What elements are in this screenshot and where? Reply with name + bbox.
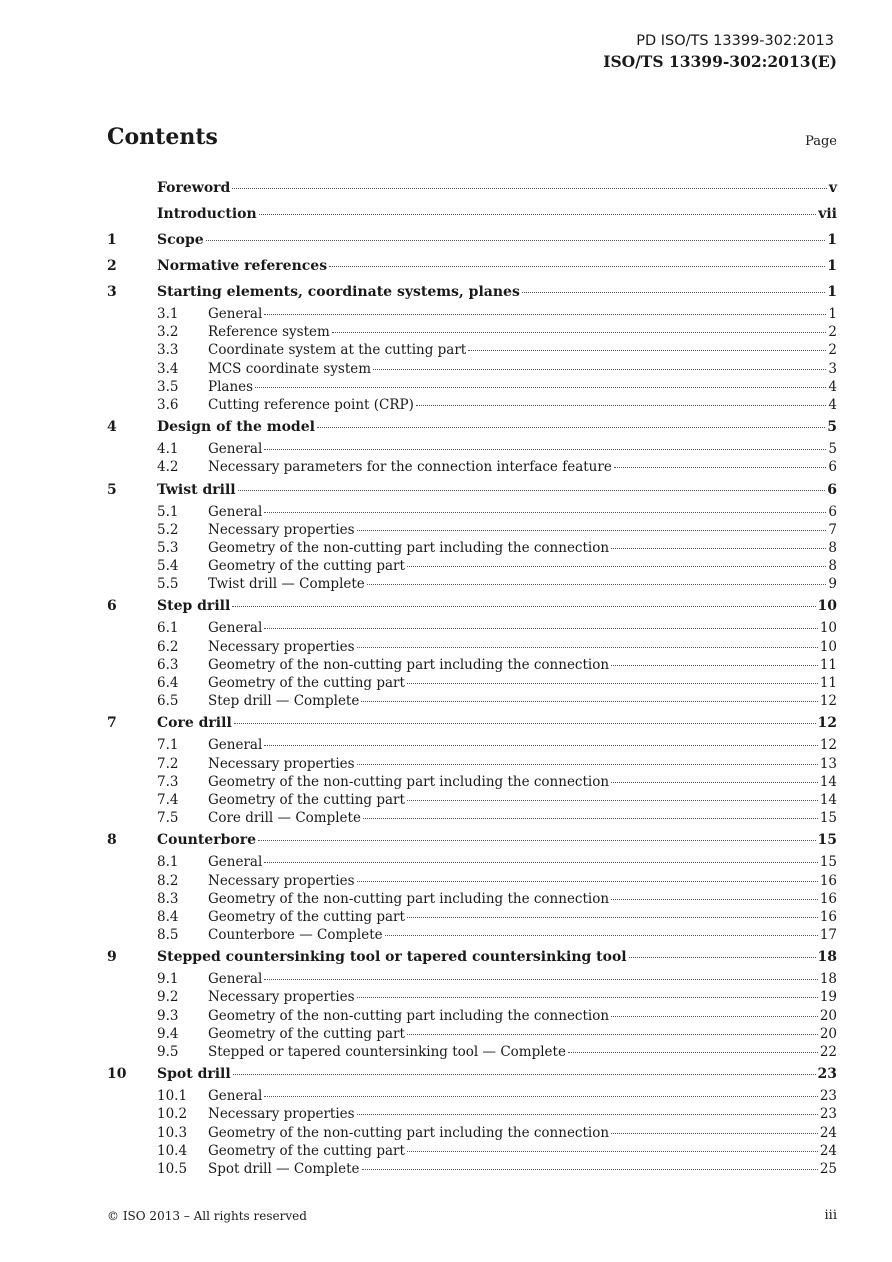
toc-entry[interactable]	[107, 253, 837, 279]
toc-subentry-page: 15	[819, 810, 837, 827]
toc-entry-title[interactable]: Starting elements, coordinate systems, planes	[157, 284, 520, 300]
toc-subentry-number: 4.1	[157, 441, 179, 458]
toc-subentry[interactable]	[107, 638, 837, 656]
toc-subentry-page: 18	[819, 971, 837, 988]
toc-subentry-number: 10.5	[157, 1160, 188, 1177]
toc-subentry-title[interactable]: Twist drill — Complete	[208, 576, 365, 593]
toc-subentry-number: 6.3	[157, 656, 179, 673]
toc-subentry-number: 3.6	[157, 396, 179, 413]
toc-subentry[interactable]	[107, 926, 837, 944]
toc-subentry-title[interactable]: Necessary properties	[208, 872, 355, 889]
toc-subentry-number: 8.5	[157, 927, 179, 944]
toc-subentry-page: 6	[828, 503, 837, 520]
toc-subentry-number: 5.2	[157, 521, 179, 538]
toc-entry-number: 5	[107, 481, 117, 498]
toc-subentry[interactable]	[107, 1087, 837, 1105]
toc-subentry-title[interactable]: Planes	[208, 378, 254, 395]
dot-leader	[373, 369, 826, 370]
dot-leader	[264, 512, 826, 513]
dot-leader	[357, 764, 818, 765]
toc-subentry-page: 10	[819, 638, 837, 655]
toc-subentry[interactable]	[107, 791, 837, 809]
toc-subentry-number: 3.3	[157, 342, 179, 359]
toc-subentry-number: 6.4	[157, 675, 179, 691]
toc-entry-number: 1	[107, 232, 117, 248]
toc-entry[interactable]	[107, 201, 837, 227]
toc-subentry-number: 9.3	[157, 1007, 179, 1024]
toc-subentry-title[interactable]: General	[208, 441, 263, 458]
toc-subentry-page: 4	[828, 378, 837, 395]
footer-page-number: iii	[824, 1208, 837, 1223]
toc-entry-page: 12	[817, 715, 837, 732]
toc-subentry-page: 10	[819, 620, 837, 637]
toc-entry[interactable]	[107, 710, 837, 736]
dot-leader	[206, 240, 826, 241]
toc-subentry-title[interactable]: Geometry of the non-cutting part including the connection	[208, 773, 610, 790]
toc-subentry-page: 23	[819, 1106, 837, 1123]
toc-subentry-number: 5.1	[157, 503, 179, 520]
toc-subentry-title[interactable]: Geometry of the cutting part	[208, 1142, 405, 1159]
toc-subentry-title[interactable]: Stepped or tapered countersinking tool — Complete	[208, 1044, 566, 1060]
toc-subentry-number: 10.2	[157, 1106, 188, 1123]
dot-leader	[264, 979, 818, 980]
toc-entry-page: 6	[827, 481, 837, 498]
toc-subentry[interactable]	[107, 755, 837, 773]
toc-subentry-number: 3.4	[157, 360, 179, 377]
toc-entry-title[interactable]: Counterbore	[157, 832, 256, 849]
dot-leader	[232, 606, 815, 607]
toc-entry-page: 18	[817, 949, 837, 966]
toc-subentry[interactable]	[107, 396, 837, 414]
toc-subentry-page: 24	[819, 1124, 837, 1141]
toc-subentry-number: 7.2	[157, 755, 179, 772]
dot-leader	[233, 1074, 816, 1075]
toc-subentry-number: 10.3	[157, 1124, 188, 1141]
toc-entry-title[interactable]: Design of the model	[157, 419, 315, 436]
toc-subentry-title[interactable]: Counterbore — Complete	[208, 927, 383, 944]
toc-subentry-page: 23	[819, 1088, 837, 1105]
toc-entry[interactable]	[107, 593, 837, 619]
toc-subentry[interactable]	[107, 619, 837, 637]
dot-leader	[332, 332, 827, 333]
toc-subentry-number: 6.5	[157, 693, 179, 710]
dot-leader	[264, 862, 818, 863]
toc-subentry-page: 11	[819, 675, 837, 691]
toc-subentry[interactable]	[107, 458, 837, 476]
toc-entry-number: 8	[107, 832, 117, 849]
toc-subentry-number: 7.3	[157, 773, 179, 790]
toc-subentry[interactable]	[107, 674, 837, 692]
toc-subentry[interactable]	[107, 557, 837, 575]
toc-entry-title[interactable]: Twist drill	[157, 481, 236, 498]
toc-subentry-number: 4.2	[157, 459, 179, 476]
toc-subentry-number: 10.4	[157, 1142, 188, 1159]
toc-subentry-number: 8.2	[157, 872, 179, 889]
toc-subentry[interactable]	[107, 970, 837, 988]
toc-subentry-title[interactable]: General	[208, 971, 263, 988]
toc-entry-title[interactable]: Scope	[157, 232, 204, 248]
toc-subentry-title[interactable]: General	[208, 306, 263, 322]
page-column-label: Page	[805, 134, 837, 149]
toc-subentry-number: 3.5	[157, 378, 179, 395]
toc-subentry[interactable]	[107, 440, 837, 458]
toc-subentry-page: 16	[819, 908, 837, 925]
dot-leader	[407, 1151, 818, 1152]
toc-entry-number: 7	[107, 715, 117, 732]
toc-entry-title[interactable]: Core drill	[157, 715, 232, 732]
toc-subentry-number: 8.1	[157, 854, 179, 871]
dot-leader	[407, 683, 818, 684]
toc-entry-title[interactable]: Introduction	[157, 206, 257, 222]
toc-entry-title[interactable]: Spot drill	[157, 1066, 231, 1083]
dot-leader	[357, 1114, 818, 1115]
toc-subentry-title[interactable]: General	[208, 503, 263, 520]
toc-entry-page: 23	[817, 1066, 837, 1083]
dot-leader	[614, 467, 827, 468]
toc-entry-number: 10	[107, 1066, 127, 1083]
toc-subentry-page: 8	[828, 539, 837, 556]
toc-subentry[interactable]	[107, 1105, 837, 1123]
toc-subentry-title[interactable]: General	[208, 737, 263, 754]
dot-leader	[611, 665, 818, 666]
toc-subentry-title[interactable]: Necessary properties	[208, 989, 355, 1006]
toc-subentry-page: 12	[819, 693, 837, 710]
toc-subentry-page: 13	[819, 755, 837, 772]
toc-subentry-title[interactable]: Reference system	[208, 324, 330, 341]
toc-entry-title[interactable]: Foreword	[157, 180, 231, 196]
toc-entry-page: 5	[827, 419, 837, 436]
toc-subentry[interactable]	[107, 809, 837, 827]
toc-subentry[interactable]	[107, 323, 837, 341]
toc-subentry-number: 3.2	[157, 324, 179, 341]
toc-subentry-page: 16	[819, 890, 837, 907]
toc-subentry[interactable]	[107, 341, 837, 359]
toc-subentry-title[interactable]: Coordinate system at the cutting part	[208, 342, 467, 359]
toc-subentry[interactable]	[107, 1160, 837, 1178]
toc-entry[interactable]	[107, 175, 837, 201]
header-document-id-bold: ISO/TS 13399-302:2013(E)	[603, 52, 837, 71]
toc-entry-page: 1	[827, 232, 837, 248]
toc-entry-page: 15	[817, 832, 837, 849]
toc-subentry[interactable]	[107, 736, 837, 754]
toc-subentry[interactable]	[107, 656, 837, 674]
dot-leader	[258, 840, 816, 841]
toc-subentry-title[interactable]: Spot drill — Complete	[208, 1160, 360, 1177]
toc-subentry-title[interactable]: Geometry of the non-cutting part including the connection	[208, 1124, 610, 1141]
toc-subentry-page: 14	[819, 791, 837, 808]
toc-entry-title[interactable]: Normative references	[157, 258, 328, 274]
page-title: Contents	[107, 124, 218, 150]
toc-subentry-title[interactable]: General	[208, 620, 263, 637]
dot-leader	[234, 723, 816, 724]
toc-entry-number: 3	[107, 284, 117, 300]
toc-subentry-number: 6.2	[157, 638, 179, 655]
toc-subentry-page: 2	[828, 324, 837, 341]
toc-subentry[interactable]	[107, 1142, 837, 1160]
toc-subentry-page: 5	[828, 441, 837, 458]
toc-subentry[interactable]	[107, 1043, 837, 1061]
toc-subentry-number: 5.5	[157, 576, 179, 593]
toc-entry-page: 1	[827, 258, 837, 274]
toc-subentry-number: 6.1	[157, 620, 179, 637]
dot-leader	[357, 997, 818, 998]
toc-subentry-title[interactable]: MCS coordinate system	[208, 360, 372, 377]
dot-leader	[232, 188, 827, 189]
toc-subentry-title[interactable]: Geometry of the cutting part	[208, 791, 405, 808]
toc-subentry-page: 2	[828, 342, 837, 359]
toc-subentry-title[interactable]: Geometry of the non-cutting part including the connection	[208, 1007, 610, 1024]
toc-subentry-page: 17	[819, 927, 837, 944]
dot-leader	[407, 1034, 818, 1035]
toc-subentry-page: 20	[819, 1025, 837, 1042]
toc-subentry-title[interactable]: Geometry of the non-cutting part including the connection	[208, 890, 610, 907]
dot-leader	[416, 405, 827, 406]
toc-subentry[interactable]	[107, 773, 837, 791]
dot-leader	[361, 701, 817, 702]
toc-subentry-number: 9.2	[157, 989, 179, 1006]
toc-subentry[interactable]	[107, 890, 837, 908]
dot-leader	[259, 214, 817, 215]
toc-subentry-number: 9.5	[157, 1044, 179, 1060]
toc-subentry-page: 25	[819, 1160, 837, 1177]
toc-subentry[interactable]	[107, 988, 837, 1006]
toc-subentry-title[interactable]: Necessary properties	[208, 1106, 355, 1123]
toc-subentry-number: 7.5	[157, 810, 179, 827]
toc-subentry-number: 7.1	[157, 737, 179, 754]
dot-leader	[363, 818, 818, 819]
toc-entry-page: 1	[827, 284, 837, 300]
toc-subentry-page: 12	[819, 737, 837, 754]
toc-subentry-page: 19	[819, 989, 837, 1006]
dot-leader	[264, 628, 818, 629]
toc-subentry-page: 20	[819, 1007, 837, 1024]
toc-entry-title[interactable]: Stepped countersinking tool or tapered countersinking tool	[157, 949, 627, 966]
toc-subentry-title[interactable]: Necessary parameters for the connection interface feature	[208, 459, 612, 476]
toc-subentry-page: 24	[819, 1142, 837, 1159]
toc-subentry-title[interactable]: Cutting reference point (CRP)	[208, 396, 414, 413]
dot-leader	[611, 548, 826, 549]
toc-subentry-title[interactable]: Geometry of the cutting part	[208, 908, 405, 925]
toc-subentry-title[interactable]: Necessary properties	[208, 755, 355, 772]
toc-subentry-title[interactable]: Necessary properties	[208, 638, 355, 655]
toc-entry[interactable]	[107, 944, 837, 970]
toc-entry[interactable]	[107, 414, 837, 440]
toc-subentry-page: 16	[819, 872, 837, 889]
dot-leader	[357, 647, 818, 648]
toc-subentry[interactable]	[107, 692, 837, 710]
toc-entry[interactable]	[107, 279, 837, 305]
toc-entry-page: 10	[817, 598, 837, 615]
dot-leader	[611, 1016, 818, 1017]
dot-leader	[522, 292, 825, 293]
toc-subentry[interactable]	[107, 305, 837, 323]
toc-subentry-title[interactable]: Core drill — Complete	[208, 810, 361, 827]
toc-subentry-title[interactable]: Necessary properties	[208, 521, 355, 538]
toc-entry-page: v	[828, 180, 837, 196]
toc-entry[interactable]	[107, 1061, 837, 1087]
toc-subentry[interactable]	[107, 1124, 837, 1142]
toc-subentry-page: 9	[828, 576, 837, 593]
toc-subentry[interactable]	[107, 539, 837, 557]
toc-subentry[interactable]	[107, 1025, 837, 1043]
toc-entry[interactable]	[107, 827, 837, 853]
toc-subentry[interactable]	[107, 378, 837, 396]
toc-subentry-page: 14	[819, 773, 837, 790]
toc-subentry-page: 22	[819, 1044, 837, 1060]
dot-leader	[264, 745, 818, 746]
dot-leader	[568, 1052, 818, 1053]
dot-leader	[629, 957, 816, 958]
dot-leader	[362, 1169, 818, 1170]
toc-subentry-number: 10.1	[157, 1088, 188, 1105]
toc-entry-number: 6	[107, 598, 117, 615]
dot-leader	[255, 387, 826, 388]
toc-subentry-page: 11	[819, 656, 837, 673]
dot-leader	[367, 584, 827, 585]
toc-subentry-title[interactable]: General	[208, 854, 263, 871]
dot-leader	[264, 449, 826, 450]
table-of-contents	[107, 174, 837, 1178]
toc-entry-number: 4	[107, 419, 117, 436]
toc-subentry-number: 9.1	[157, 971, 179, 988]
dot-leader	[468, 350, 826, 351]
toc-subentry-title[interactable]: General	[208, 1088, 263, 1105]
dot-leader	[357, 530, 827, 531]
toc-subentry-page: 15	[819, 854, 837, 871]
toc-subentry-title[interactable]: Geometry of the cutting part	[208, 558, 405, 575]
dot-leader	[238, 490, 826, 491]
dot-leader	[264, 314, 826, 315]
dot-leader	[385, 935, 818, 936]
toc-subentry-page: 1	[828, 306, 837, 322]
toc-subentry-page: 3	[828, 360, 837, 377]
toc-entry[interactable]	[107, 477, 837, 503]
toc-subentry-number: 5.3	[157, 539, 179, 556]
dot-leader	[407, 800, 818, 801]
toc-subentry[interactable]	[107, 360, 837, 378]
toc-entry-page: vii	[818, 206, 837, 222]
dot-leader	[357, 881, 818, 882]
dot-leader	[329, 266, 825, 267]
header-document-id: PD ISO/TS 13399-302:2013	[636, 33, 834, 49]
toc-subentry-page: 6	[828, 459, 837, 476]
toc-subentry-title[interactable]: Geometry of the non-cutting part including the connection	[208, 539, 610, 556]
toc-entry[interactable]	[107, 227, 837, 253]
toc-subentry[interactable]	[107, 521, 837, 539]
dot-leader	[407, 917, 818, 918]
dot-leader	[407, 566, 826, 567]
dot-leader	[317, 427, 825, 428]
toc-entry-number: 2	[107, 258, 117, 274]
toc-subentry-number: 5.4	[157, 558, 179, 575]
toc-entry-title[interactable]: Step drill	[157, 598, 231, 615]
toc-subentry[interactable]	[107, 872, 837, 890]
toc-subentry-number: 7.4	[157, 791, 179, 808]
toc-subentry-title[interactable]: Geometry of the non-cutting part including the connection	[208, 656, 610, 673]
dot-leader	[611, 782, 818, 783]
toc-subentry-number: 8.3	[157, 890, 179, 907]
dot-leader	[611, 899, 818, 900]
toc-subentry[interactable]	[107, 908, 837, 926]
dot-leader	[611, 1133, 818, 1134]
toc-subentry-title[interactable]: Step drill — Complete	[208, 693, 360, 710]
toc-subentry[interactable]	[107, 503, 837, 521]
toc-subentry-page: 4	[828, 396, 837, 413]
footer-copyright: © ISO 2013 – All rights reserved	[107, 1209, 307, 1223]
toc-entry-number: 9	[107, 949, 117, 966]
toc-subentry[interactable]	[107, 1007, 837, 1025]
toc-subentry-number: 8.4	[157, 908, 179, 925]
toc-subentry[interactable]	[107, 575, 837, 593]
toc-subentry-number: 9.4	[157, 1025, 179, 1042]
toc-subentry-title[interactable]: Geometry of the cutting part	[208, 675, 405, 691]
toc-subentry-number: 3.1	[157, 306, 179, 322]
dot-leader	[264, 1096, 818, 1097]
toc-subentry-page: 7	[828, 521, 837, 538]
toc-subentry[interactable]	[107, 853, 837, 871]
toc-subentry-page: 8	[828, 558, 837, 575]
toc-subentry-title[interactable]: Geometry of the cutting part	[208, 1025, 405, 1042]
